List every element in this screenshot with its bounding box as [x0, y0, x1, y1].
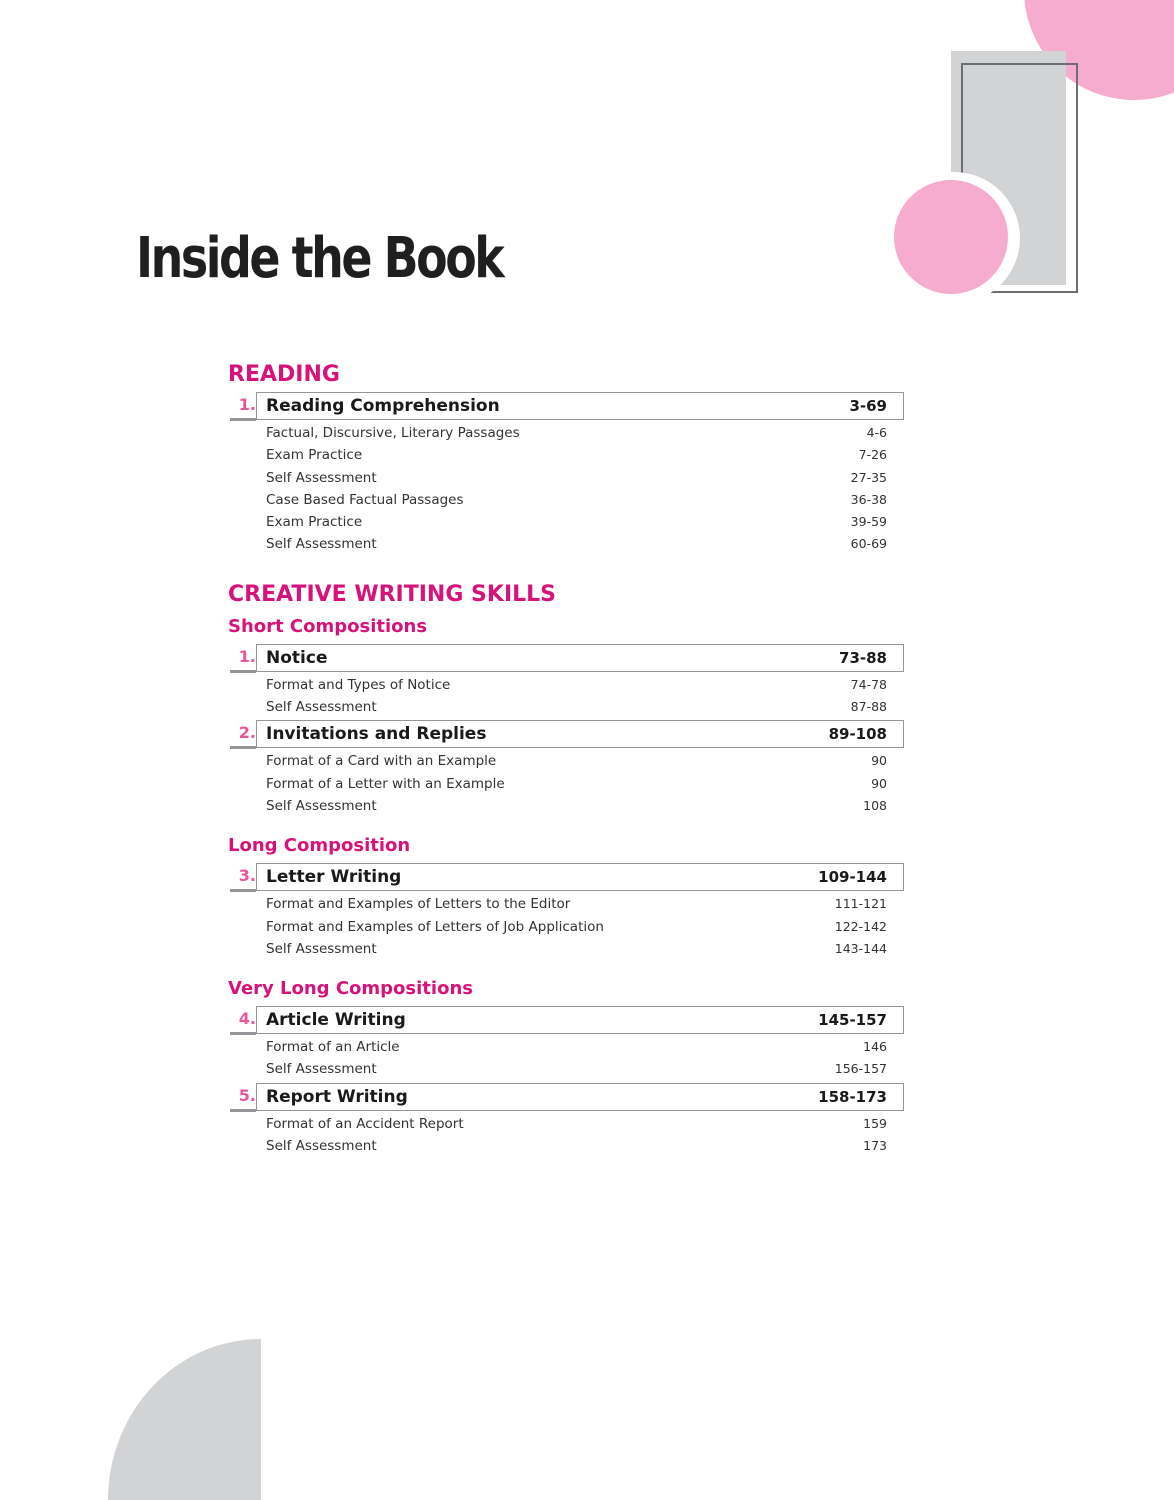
chapter-number: 1. [230, 392, 256, 421]
toc-entry [228, 489, 904, 511]
toc-entry [228, 533, 904, 555]
toc-entry [228, 696, 904, 718]
entry-title: Format of a Letter with an Example [266, 775, 505, 792]
decorative-pink-circle [894, 180, 1008, 294]
toc-entry [228, 1113, 904, 1135]
toc-entry [228, 893, 904, 915]
entry-title: Format of a Card with an Example [266, 753, 497, 770]
chapter-row [228, 644, 904, 674]
section-heading-reading: READING [228, 362, 340, 387]
chapter-title: Reading Comprehension [266, 396, 500, 416]
chapter-row [228, 720, 904, 750]
entry-title: Case Based Factual Passages [266, 491, 464, 508]
chapter-box [256, 863, 904, 891]
entry-title: Self Assessment [266, 940, 377, 957]
subsection-heading-very-long-compositions: Very Long Compositions [228, 978, 473, 1000]
table-of-contents [228, 360, 904, 1157]
entry-pages: 27-35 [850, 469, 887, 485]
entry-title: Format and Types of Notice [266, 676, 451, 693]
chapter-title: Report Writing [266, 1086, 408, 1107]
entry-pages: 90 [871, 753, 887, 769]
chapter-number: 2. [230, 720, 256, 749]
entry-title: Factual, Discursive, Literary Passages [266, 425, 520, 441]
chapter-box [256, 720, 904, 748]
entry-title: Self Assessment [266, 699, 377, 716]
chapter-box [256, 392, 904, 420]
entry-pages: 36-38 [850, 491, 887, 507]
chapter-number: 4. [230, 1006, 256, 1035]
chapter-box [256, 1083, 904, 1111]
chapter-pages: 158-173 [818, 1087, 887, 1106]
toc-entry [228, 444, 904, 466]
section-heading-creative-writing: CREATIVE WRITING SKILLS [228, 581, 557, 607]
entry-title: Exam Practice [266, 514, 363, 531]
chapter-number: 3. [230, 863, 256, 892]
toc-entry [228, 916, 904, 938]
entry-pages: 143-144 [834, 940, 887, 956]
toc-entry [228, 422, 904, 444]
entry-pages: 87-88 [850, 699, 887, 715]
entry-pages: 74-78 [850, 676, 887, 692]
entry-pages: 39-59 [850, 514, 887, 530]
chapter-number: 5. [230, 1083, 256, 1112]
entry-title: Exam Practice [266, 447, 363, 464]
entry-title: Self Assessment [266, 797, 377, 814]
entry-title: Format of an Accident Report [266, 1115, 464, 1132]
entry-title: Self Assessment [266, 536, 377, 553]
entry-pages: 173 [863, 1138, 887, 1154]
chapter-pages: 109-144 [818, 868, 887, 887]
chapter-number: 1. [230, 644, 256, 673]
chapter-title: Notice [266, 647, 328, 668]
entry-pages: 159 [863, 1115, 887, 1131]
entry-title: Format of an Article [266, 1039, 400, 1056]
entry-pages: 4-6 [866, 425, 887, 440]
toc-entry [228, 795, 904, 817]
entry-title: Format and Examples of Letters to the Editor [266, 896, 571, 913]
toc-entry [228, 1036, 904, 1058]
chapter-pages: 3-69 [849, 397, 887, 415]
entry-pages: 111-121 [834, 896, 887, 912]
entry-pages: 156-157 [834, 1061, 887, 1077]
entry-pages: 108 [863, 797, 887, 813]
decorative-grey-quarter-circle [108, 1339, 261, 1500]
chapter-title: Letter Writing [266, 867, 402, 888]
toc-entry [228, 674, 904, 696]
entry-title: Self Assessment [266, 1138, 377, 1155]
subsection-heading-short-compositions: Short Compositions [228, 615, 428, 637]
entry-pages: 90 [871, 775, 887, 791]
entry-pages: 7-26 [858, 447, 887, 463]
chapter-row [228, 1006, 904, 1036]
chapter-row [228, 1083, 904, 1113]
toc-entry [228, 511, 904, 533]
entry-pages: 146 [863, 1039, 887, 1055]
entry-pages: 60-69 [850, 536, 887, 552]
chapter-pages: 145-157 [818, 1011, 887, 1030]
chapter-pages: 89-108 [828, 725, 887, 744]
chapter-pages: 73-88 [839, 648, 887, 667]
chapter-title: Invitations and Replies [266, 724, 487, 745]
page-title: Inside the Book [136, 226, 503, 291]
entry-pages: 122-142 [834, 918, 887, 934]
toc-entry [228, 1058, 904, 1080]
chapter-title: Article Writing [266, 1010, 406, 1031]
entry-title: Self Assessment [266, 469, 377, 486]
toc-entry [228, 938, 904, 960]
entry-title: Format and Examples of Letters of Job Application [266, 918, 604, 935]
chapter-row [228, 392, 904, 422]
chapter-row [228, 863, 904, 893]
toc-entry [228, 467, 904, 489]
chapter-box [256, 1006, 904, 1034]
toc-entry [228, 773, 904, 795]
entry-title: Self Assessment [266, 1061, 377, 1078]
toc-entry [228, 1135, 904, 1157]
toc-entry [228, 750, 904, 772]
subsection-heading-long-composition: Long Composition [228, 835, 411, 857]
chapter-box [256, 644, 904, 672]
